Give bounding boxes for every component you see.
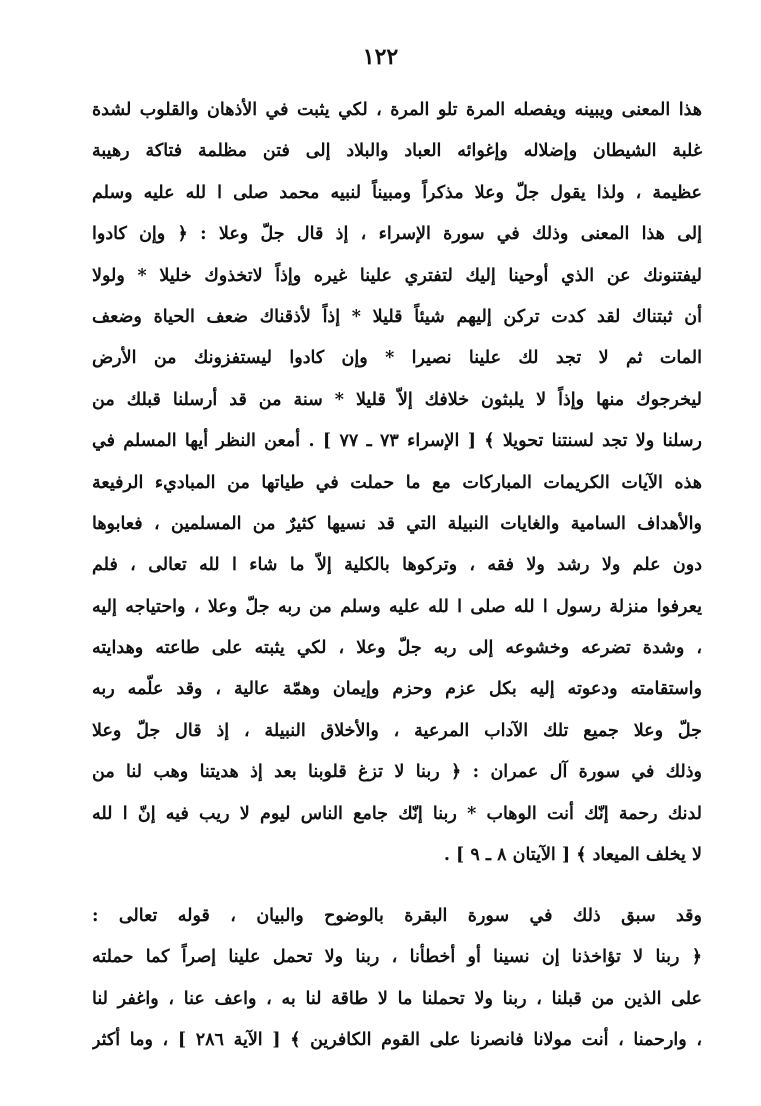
text-line: ﴿ ربنا لا تؤاخذنا إن نسينا أو أخطأنا ، ربنا ولا تحمل علينا إصراً كما حملته bbox=[92, 947, 702, 968]
text-line: لا يخلف الميعاد ﴾ [ الآيتان ٨ ـ ٩ ] . bbox=[443, 845, 702, 866]
text-line: ، وارحمنا ، أنت مولانا فانصرنا على القوم الكافرين ﴾ [ الآية ٢٨٦ ] ، وما أكثر bbox=[92, 1030, 702, 1051]
text-line: إلى هذا المعنى وذلك في سورة الإسراء ، إذ قال جلّ وعلا : ﴿ وإن كادوا bbox=[92, 224, 702, 245]
text-line: واستقامته ودعوته إليه بكل عزم وحزم وإيمان وهمّة عالية ، وقد علّمه ربه bbox=[92, 679, 702, 700]
text-line: ليفتنونك عن الذي أوحينا إليك لتفتري علينا غيره وإذاً لاتخذوك خليلا * ولولا bbox=[92, 265, 702, 286]
text-line: ليخرجوك منها وإذاً لا يلبثون خلافك إلاّ قليلا * سنة من قد أرسلنا قبلك من bbox=[92, 389, 702, 410]
text-line: عظيمة ، ولذا يقول جلّ وعلا مذكراً ومبيناً لنبيه محمد صلى ا لله عليه وسلم bbox=[92, 182, 702, 203]
page-number: ١٢٢ bbox=[362, 44, 399, 70]
text-line: وذلك في سورة آل عمران : ﴿ ربنا لا تزغ قلوبنا بعد إذ هديتنا وهب لنا من bbox=[92, 762, 702, 783]
text-line: والأهداف السامية والغايات النبيلة التي قد نسيها كثيرٌ من المسلمين ، فعابوها bbox=[92, 513, 702, 534]
text-line: جلّ وعلا جميع تلك الآداب المرعية ، والأخلاق النبيلة ، إذ قال جلّ وعلا bbox=[92, 720, 702, 741]
text-line: دون علم ولا رشد ولا فقه ، وتركوها بالكلية إلاّ ما شاء ا لله تعالى ، فلم bbox=[92, 555, 702, 576]
text-line: يعرفوا منزلة رسول ا لله صلى ا لله عليه وسلم من ربه جلّ وعلا ، واحتياجه إليه bbox=[92, 596, 702, 617]
paragraph-2 bbox=[92, 896, 702, 1062]
text-line: هذا المعنى ويبينه ويفصله المرة تلو المرة ، لكي يثبت في الأذهان والقلوب لشدة bbox=[92, 100, 702, 120]
text-line: لدنك رحمة إنّك أنت الوهاب * ربنا إنّك جامع الناس ليوم لا ريب فيه إنّ ا لله bbox=[92, 803, 702, 824]
text-line: المات ثم لا تجد لك علينا نصيرا * وإن كادوا ليستفزونك من الأرض bbox=[92, 348, 702, 369]
text-line: وقد سبق ذلك في سورة البقرة بالوضوح والبيان ، قوله تعالى : bbox=[92, 906, 702, 926]
text-line: هذه الآيات الكريمات المباركات مع ما حملت في طياتها من المباديء الرفيعة bbox=[92, 472, 702, 493]
text-line: ، وشدة تضرعه وخشوعه إلى ربه جلّ وعلا ، لكي يثبته على طاعته وهدايته bbox=[92, 638, 702, 659]
text-line: رسلنا ولا تجد لسنتنا تحويلا ﴾ [ الإسراء ٧٣ ـ ٧٧ ] . أمعن النظر أيها المسلم في bbox=[92, 431, 702, 452]
text-line: غلبة الشيطان وإضلاله وإغوائه العباد والبلاد إلى فتن مظلمة فتاكة رهيبة bbox=[92, 141, 702, 162]
text-line: أن ثبتناك لقد كدت تركن إليهم شيئاً قليلا * إذاً لأذقناك ضعف الحياة وضعف bbox=[92, 306, 702, 327]
text-line: على الذين من قبلنا ، ربنا ولا تحملنا ما لا طاقة لنا به ، واعف عنا ، واغفر لنا bbox=[92, 988, 702, 1009]
paragraph-1 bbox=[92, 90, 702, 876]
